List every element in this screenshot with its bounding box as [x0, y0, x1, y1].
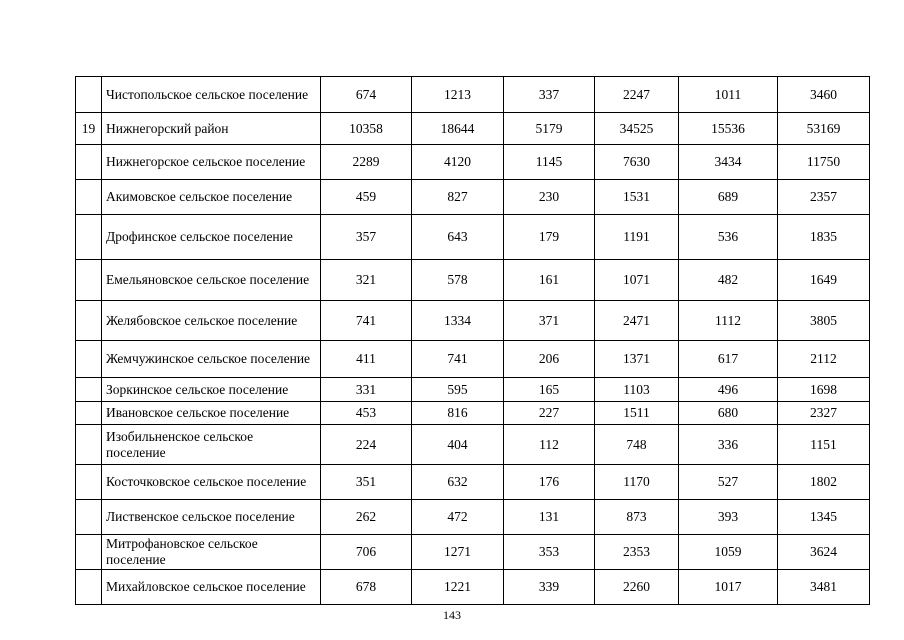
value-cell: 3460: [778, 77, 870, 113]
value-cell: 34525: [595, 113, 679, 145]
value-cell: 2247: [595, 77, 679, 113]
value-cell: 112: [504, 425, 595, 465]
value-cell: 11750: [778, 145, 870, 180]
row-number: [76, 535, 102, 570]
value-cell: 353: [504, 535, 595, 570]
value-cell: 131: [504, 500, 595, 535]
value-cell: 179: [504, 215, 595, 260]
value-cell: 748: [595, 425, 679, 465]
value-cell: 3805: [778, 301, 870, 341]
value-cell: 1802: [778, 465, 870, 500]
municipality-name: Дрофинское сельское поселение: [102, 215, 321, 260]
value-cell: 1011: [679, 77, 778, 113]
table-row: [76, 425, 870, 465]
table-row: [76, 465, 870, 500]
value-cell: 15536: [679, 113, 778, 145]
value-cell: 643: [412, 215, 504, 260]
municipality-name: Михайловское сельское поселение: [102, 570, 321, 605]
value-cell: 321: [321, 260, 412, 301]
value-cell: 331: [321, 378, 412, 402]
value-cell: 482: [679, 260, 778, 301]
value-cell: 357: [321, 215, 412, 260]
row-number: [76, 500, 102, 535]
row-number: [76, 301, 102, 341]
value-cell: 161: [504, 260, 595, 301]
value-cell: 678: [321, 570, 412, 605]
municipality-name: Чистопольское сельское поселение: [102, 77, 321, 113]
table-row: [76, 113, 870, 145]
table-body: [76, 77, 870, 605]
value-cell: 1191: [595, 215, 679, 260]
value-cell: 10358: [321, 113, 412, 145]
value-cell: 1170: [595, 465, 679, 500]
value-cell: 411: [321, 341, 412, 378]
municipality-name: Жемчужинское сельское поселение: [102, 341, 321, 378]
municipality-name: Нижнегорский район: [102, 113, 321, 145]
row-number: [76, 215, 102, 260]
value-cell: 7630: [595, 145, 679, 180]
value-cell: 3434: [679, 145, 778, 180]
table-row: [76, 378, 870, 402]
value-cell: 816: [412, 402, 504, 425]
value-cell: 2289: [321, 145, 412, 180]
row-number: [76, 425, 102, 465]
value-cell: 393: [679, 500, 778, 535]
municipality-name: Лиственское сельское поселение: [102, 500, 321, 535]
value-cell: 1059: [679, 535, 778, 570]
value-cell: 2471: [595, 301, 679, 341]
value-cell: 1345: [778, 500, 870, 535]
row-number: [76, 341, 102, 378]
row-number: [76, 77, 102, 113]
value-cell: 1371: [595, 341, 679, 378]
value-cell: 1151: [778, 425, 870, 465]
value-cell: 1017: [679, 570, 778, 605]
value-cell: 2112: [778, 341, 870, 378]
table-row: [76, 535, 870, 570]
value-cell: 165: [504, 378, 595, 402]
municipality-name: Нижнегорское сельское поселение: [102, 145, 321, 180]
value-cell: 472: [412, 500, 504, 535]
row-number: 19: [76, 113, 102, 145]
row-number: [76, 570, 102, 605]
value-cell: 3481: [778, 570, 870, 605]
value-cell: 2357: [778, 180, 870, 215]
value-cell: 53169: [778, 113, 870, 145]
value-cell: 1649: [778, 260, 870, 301]
value-cell: 2353: [595, 535, 679, 570]
value-cell: 18644: [412, 113, 504, 145]
value-cell: 5179: [504, 113, 595, 145]
value-cell: 351: [321, 465, 412, 500]
table-row: [76, 301, 870, 341]
value-cell: 680: [679, 402, 778, 425]
municipality-name: Емельяновское сельское поселение: [102, 260, 321, 301]
value-cell: 1698: [778, 378, 870, 402]
municipality-name: Изобильненское сельское поселение: [102, 425, 321, 465]
table-row: [76, 341, 870, 378]
value-cell: 1103: [595, 378, 679, 402]
value-cell: 227: [504, 402, 595, 425]
table-row: [76, 402, 870, 425]
table-row: [76, 500, 870, 535]
value-cell: 617: [679, 341, 778, 378]
row-number: [76, 180, 102, 215]
table-row: [76, 145, 870, 180]
value-cell: 1112: [679, 301, 778, 341]
value-cell: 741: [321, 301, 412, 341]
value-cell: 536: [679, 215, 778, 260]
row-number: [76, 465, 102, 500]
value-cell: 453: [321, 402, 412, 425]
row-number: [76, 145, 102, 180]
value-cell: 1511: [595, 402, 679, 425]
row-number: [76, 260, 102, 301]
table-row: [76, 180, 870, 215]
value-cell: 1213: [412, 77, 504, 113]
value-cell: 741: [412, 341, 504, 378]
value-cell: 578: [412, 260, 504, 301]
municipality-name: Ивановское сельское поселение: [102, 402, 321, 425]
value-cell: 496: [679, 378, 778, 402]
table-row: [76, 260, 870, 301]
municipality-name: Акимовское сельское поселение: [102, 180, 321, 215]
value-cell: 527: [679, 465, 778, 500]
value-cell: 206: [504, 341, 595, 378]
value-cell: 262: [321, 500, 412, 535]
value-cell: 337: [504, 77, 595, 113]
value-cell: 1071: [595, 260, 679, 301]
value-cell: 1531: [595, 180, 679, 215]
table-row: [76, 215, 870, 260]
value-cell: 404: [412, 425, 504, 465]
page-number: 143: [443, 608, 461, 622]
value-cell: 230: [504, 180, 595, 215]
municipality-name: Митрофановское сельское поселение: [102, 535, 321, 570]
value-cell: 827: [412, 180, 504, 215]
table-row: [76, 570, 870, 605]
value-cell: 1145: [504, 145, 595, 180]
value-cell: 1221: [412, 570, 504, 605]
value-cell: 595: [412, 378, 504, 402]
value-cell: 1835: [778, 215, 870, 260]
value-cell: 224: [321, 425, 412, 465]
value-cell: 336: [679, 425, 778, 465]
value-cell: 371: [504, 301, 595, 341]
value-cell: 2260: [595, 570, 679, 605]
value-cell: 1271: [412, 535, 504, 570]
value-cell: 674: [321, 77, 412, 113]
value-cell: 632: [412, 465, 504, 500]
value-cell: 689: [679, 180, 778, 215]
row-number: [76, 378, 102, 402]
municipality-name: Косточковское сельское поселение: [102, 465, 321, 500]
value-cell: 339: [504, 570, 595, 605]
table-row: [76, 77, 870, 113]
value-cell: 3624: [778, 535, 870, 570]
municipality-name: Зоркинское сельское поселение: [102, 378, 321, 402]
value-cell: 2327: [778, 402, 870, 425]
row-number: [76, 402, 102, 425]
value-cell: 1334: [412, 301, 504, 341]
value-cell: 176: [504, 465, 595, 500]
data-table: [75, 76, 870, 605]
value-cell: 459: [321, 180, 412, 215]
value-cell: 4120: [412, 145, 504, 180]
value-cell: 706: [321, 535, 412, 570]
value-cell: 873: [595, 500, 679, 535]
municipality-name: Желябовское сельское поселение: [102, 301, 321, 341]
